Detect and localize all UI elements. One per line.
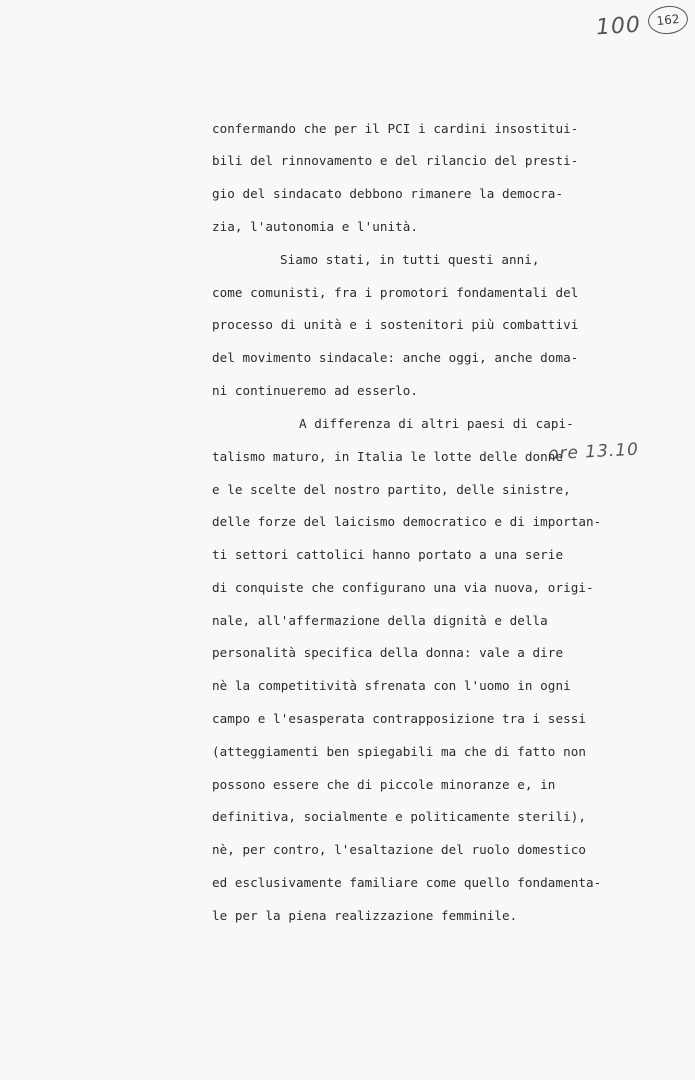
text-line: come comunisti, fra i promotori fondamentali del <box>212 285 579 300</box>
text-line: personalità specifica della donna: vale a dire <box>212 645 564 660</box>
text-line: processo di unità e i sostenitori più combattivi <box>212 317 579 332</box>
text-line: nale, all'affermazione della dignità e della <box>212 613 548 628</box>
text-line: A differenza di altri paesi di capi- <box>299 416 574 431</box>
text-line: ed esclusivamente familiare come quello fondamenta- <box>212 875 602 890</box>
text-line: gio del sindacato debbono rimanere la democra- <box>212 186 564 201</box>
text-line: le per la piena realizzazione femminile. <box>212 908 518 923</box>
text-line: ti settori cattolici hanno portato a una serie <box>212 547 564 562</box>
text-line: ni continueremo ad esserlo. <box>212 383 419 398</box>
circled-number-text: 162 <box>655 11 681 29</box>
text-line: e le scelte del nostro partito, delle sinistre, <box>212 482 571 497</box>
handwritten-margin-note: ore 13.10 <box>547 439 640 465</box>
circled-stamp-number <box>647 4 690 36</box>
text-line: nè la competitività sfrenata con l'uomo in ogni <box>212 678 571 693</box>
text-line: di conquiste che configurano una via nuova, origi- <box>212 580 594 595</box>
text-line: delle forze del laicismo democratico e di importan- <box>212 514 602 529</box>
text-line: Siamo stati, in tutti questi anni, <box>280 252 540 267</box>
text-line: zia, l'autonomia e l'unità. <box>212 219 419 234</box>
text-line: campo e l'esasperata contrapposizione tra i sessi <box>212 711 586 726</box>
text-line: nè, per contro, l'esaltazione del ruolo domestico <box>212 842 586 857</box>
text-line: definitiva, socialmente e politicamente sterili), <box>212 809 586 824</box>
text-line: talismo maturo, in Italia le lotte delle donne <box>212 449 564 464</box>
text-line: bili del rinnovamento e del rilancio del presti- <box>212 153 579 168</box>
text-line: del movimento sindacale: anche oggi, anche doma- <box>212 350 579 365</box>
text-line: confermando che per il PCI i cardini insostitui- <box>212 121 579 136</box>
text-line: (atteggiamenti ben spiegabili ma che di fatto non <box>212 744 586 759</box>
text-line: possono essere che di piccole minoranze e, in <box>212 777 556 792</box>
handwritten-page-number: 100 <box>595 12 642 41</box>
